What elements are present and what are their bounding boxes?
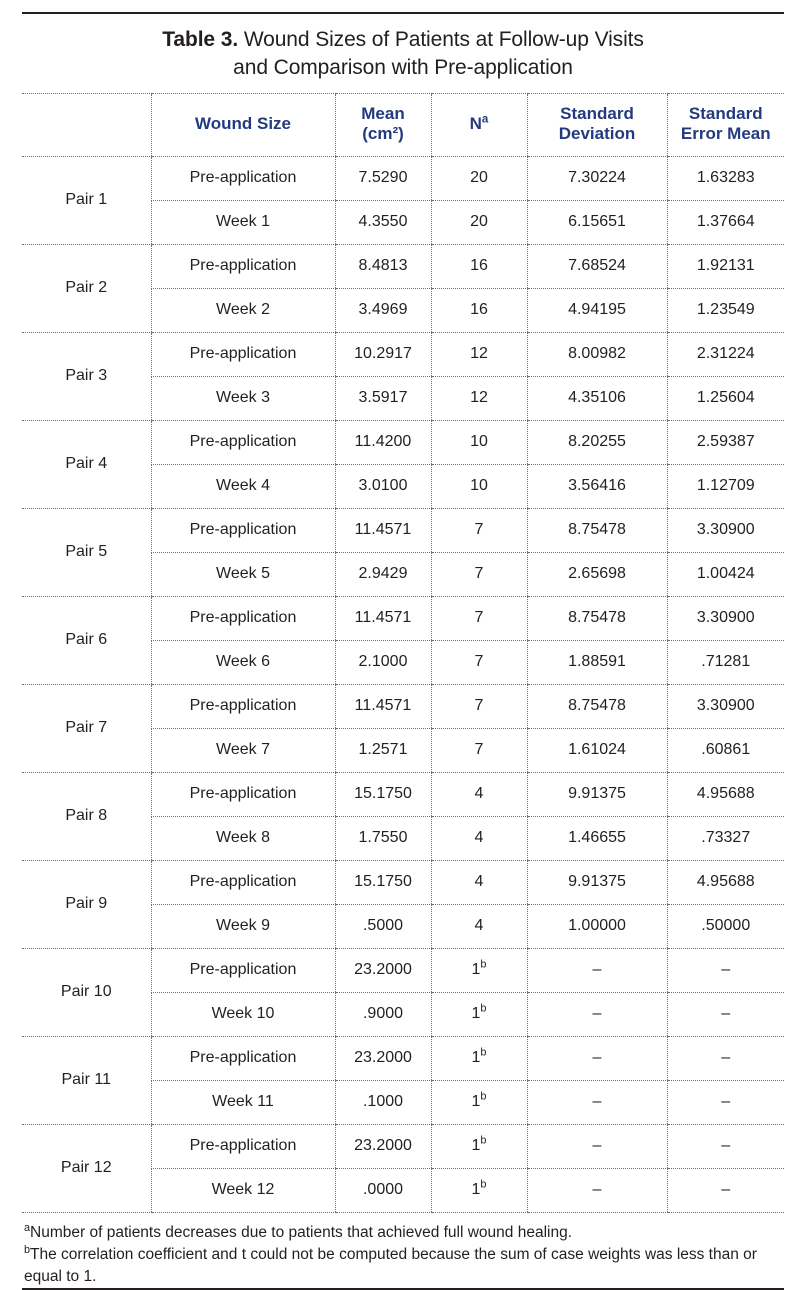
footnote-a-text: Number of patients decreases due to patients that achieved full wound healing. [30,1223,573,1241]
n-cell [431,772,527,816]
wound-size-cell: Week 1 [151,200,335,244]
wound-size-cell: Pre-application [151,596,335,640]
n-cell-value: 12 [470,345,488,363]
mean-cell: 15.1750 [335,772,431,816]
standard-error-mean-cell: .73327 [667,816,784,860]
n-cell [431,244,527,288]
mean-cell: 2.9429 [335,552,431,596]
standard-deviation-cell: 9.91375 [527,772,667,816]
standard-deviation-cell: 2.65698 [527,552,667,596]
wound-size-cell: Week 2 [151,288,335,332]
standard-error-mean-cell: – [667,992,784,1036]
table-row [22,244,784,288]
pair-label: Pair 1 [22,156,151,244]
mean-cell: 11.4200 [335,420,431,464]
wound-size-cell: Pre-application [151,156,335,200]
wound-size-cell: Week 6 [151,640,335,684]
column-header-sd-line2: Deviation [558,123,636,143]
wound-size-cell: Week 12 [151,1168,335,1212]
n-cell-value: 4 [474,873,484,891]
footnote-marker-b: b [480,1002,487,1015]
mean-cell: 23.2000 [335,1124,431,1168]
standard-error-mean-cell: – [667,1168,784,1212]
table-row [22,332,784,376]
n-cell-value: 1 [471,1005,481,1023]
table-figure [0,12,806,1285]
wound-size-cell: Week 9 [151,904,335,948]
standard-error-mean-cell: – [667,1124,784,1168]
caption-line-2: and Comparison with Pre-application [233,56,573,80]
mean-cell: .1000 [335,1080,431,1124]
pair-label: Pair 4 [22,420,151,508]
n-cell-value: 7 [474,653,484,671]
footnote-marker-b: b [480,1046,487,1059]
standard-deviation-cell: 1.61024 [527,728,667,772]
wound-size-cell: Week 8 [151,816,335,860]
table-body [22,156,784,1212]
mean-cell: 3.5917 [335,376,431,420]
wound-size-cell: Pre-application [151,508,335,552]
table-footnotes [22,1213,784,1288]
n-cell [431,464,527,508]
table-header [22,93,784,156]
standard-deviation-cell: 7.68524 [527,244,667,288]
wound-size-cell: Pre-application [151,1124,335,1168]
standard-deviation-cell: 8.20255 [527,420,667,464]
table-row [22,1124,784,1168]
n-cell [431,552,527,596]
table-row [22,948,784,992]
n-cell-value: 20 [470,169,488,187]
wound-size-cell: Pre-application [151,772,335,816]
footnote-marker-a: a [481,113,489,126]
wound-size-cell: Pre-application [151,1036,335,1080]
standard-error-mean-cell: 3.30900 [667,508,784,552]
column-header-standard-deviation [527,93,667,156]
n-cell-value: 4 [474,829,484,847]
table-row [22,772,784,816]
pair-label: Pair 7 [22,684,151,772]
standard-deviation-cell: – [527,992,667,1036]
standard-error-mean-cell: 3.30900 [667,596,784,640]
n-cell [431,376,527,420]
mean-cell: .5000 [335,904,431,948]
wound-sizes-table [22,93,784,1213]
standard-deviation-cell: 6.15651 [527,200,667,244]
column-header-n-label: N [469,113,482,133]
column-header-mean-line2: (cm²) [362,123,404,143]
n-cell [431,1168,527,1212]
n-cell [431,816,527,860]
table-row [22,1036,784,1080]
n-cell-value: 1 [471,1049,481,1067]
n-cell-value: 16 [470,301,488,319]
n-cell [431,640,527,684]
pair-label: Pair 9 [22,860,151,948]
n-cell-value: 12 [470,389,488,407]
wound-size-cell: Week 10 [151,992,335,1036]
n-cell-value: 7 [474,697,484,715]
column-header-pair [22,93,151,156]
mean-cell: 23.2000 [335,1036,431,1080]
footnote-marker-b: b [480,1134,487,1147]
column-header-mean-line1: Mean [361,103,405,123]
pair-label: Pair 10 [22,948,151,1036]
mean-cell: 11.4571 [335,508,431,552]
wound-size-cell: Week 4 [151,464,335,508]
mean-cell: 8.4813 [335,244,431,288]
n-cell-value: 10 [470,433,488,451]
standard-error-mean-cell: 1.25604 [667,376,784,420]
n-cell-value: 7 [474,521,484,539]
n-cell-value: 7 [474,741,484,759]
n-cell [431,596,527,640]
footnote-b-text: The correlation coefficient and t could not be computed because the sum of case weights was less than or equal to 1. [24,1245,757,1285]
n-cell [431,288,527,332]
standard-error-mean-cell: – [667,1080,784,1124]
standard-deviation-cell: 8.00982 [527,332,667,376]
n-cell-value: 1 [471,1093,481,1111]
n-cell-value: 1 [471,1181,481,1199]
n-cell [431,200,527,244]
wound-size-cell: Week 5 [151,552,335,596]
pair-label: Pair 12 [22,1124,151,1212]
pair-label: Pair 2 [22,244,151,332]
table-row [22,508,784,552]
n-cell [431,1036,527,1080]
n-cell-value: 10 [470,477,488,495]
standard-error-mean-cell: 1.00424 [667,552,784,596]
wound-size-cell: Week 3 [151,376,335,420]
standard-deviation-cell: 4.35106 [527,376,667,420]
mean-cell: 1.7550 [335,816,431,860]
mean-cell: 10.2917 [335,332,431,376]
wound-size-cell: Week 7 [151,728,335,772]
pair-label: Pair 6 [22,596,151,684]
mean-cell: 3.0100 [335,464,431,508]
mean-cell: 2.1000 [335,640,431,684]
mean-cell: .0000 [335,1168,431,1212]
n-cell [431,332,527,376]
n-cell [431,1080,527,1124]
bottom-rule [22,1288,784,1290]
n-cell [431,860,527,904]
footnote-b-marker: b [24,1243,31,1256]
n-cell [431,684,527,728]
standard-error-mean-cell: 1.12709 [667,464,784,508]
standard-deviation-cell: – [527,1168,667,1212]
n-cell-value: 1 [471,1137,481,1155]
standard-deviation-cell: 4.94195 [527,288,667,332]
footnote-marker-b: b [480,958,487,971]
column-header-sem-line1: Standard [688,103,763,123]
standard-deviation-cell: – [527,1036,667,1080]
n-cell [431,728,527,772]
n-cell [431,420,527,464]
wound-size-cell: Week 11 [151,1080,335,1124]
standard-error-mean-cell: 1.63283 [667,156,784,200]
standard-error-mean-cell: .71281 [667,640,784,684]
standard-deviation-cell: 8.75478 [527,684,667,728]
pair-label: Pair 5 [22,508,151,596]
standard-error-mean-cell: 2.59387 [667,420,784,464]
column-header-mean [335,93,431,156]
n-cell-value: 20 [470,213,488,231]
standard-error-mean-cell: 1.23549 [667,288,784,332]
pair-label: Pair 3 [22,332,151,420]
column-header-sem-line2: Error Mean [680,123,771,143]
footnote-b [24,1244,782,1288]
column-header-standard-error-mean [667,93,784,156]
table-caption [22,14,784,93]
n-cell [431,904,527,948]
wound-size-cell: Pre-application [151,684,335,728]
pair-label: Pair 8 [22,772,151,860]
standard-deviation-cell: 1.46655 [527,816,667,860]
footnote-marker-b: b [480,1178,487,1191]
footnote-a-marker: a [24,1221,31,1234]
wound-size-cell: Pre-application [151,332,335,376]
n-cell-value: 4 [474,917,484,935]
mean-cell: 23.2000 [335,948,431,992]
n-cell [431,1124,527,1168]
table-row [22,420,784,464]
standard-error-mean-cell: .60861 [667,728,784,772]
standard-deviation-cell: 1.88591 [527,640,667,684]
table-row [22,684,784,728]
table-row [22,156,784,200]
standard-error-mean-cell: – [667,1036,784,1080]
standard-error-mean-cell: – [667,948,784,992]
footnote-marker-b: b [480,1090,487,1103]
n-cell-value: 1 [471,961,481,979]
standard-error-mean-cell: 1.37664 [667,200,784,244]
mean-cell: 11.4571 [335,684,431,728]
mean-cell: .9000 [335,992,431,1036]
header-row [22,93,784,156]
column-header-sd-line1: Standard [560,103,634,123]
standard-deviation-cell: 9.91375 [527,860,667,904]
caption-line-1: Wound Sizes of Patients at Follow-up Visits [243,28,644,51]
mean-cell: 1.2571 [335,728,431,772]
mean-cell: 15.1750 [335,860,431,904]
mean-cell: 11.4571 [335,596,431,640]
n-cell [431,992,527,1036]
standard-error-mean-cell: 1.92131 [667,244,784,288]
wound-size-cell: Pre-application [151,420,335,464]
n-cell-value: 7 [474,565,484,583]
mean-cell: 4.3550 [335,200,431,244]
standard-error-mean-cell: 2.31224 [667,332,784,376]
standard-deviation-cell: 1.00000 [527,904,667,948]
standard-error-mean-cell: 3.30900 [667,684,784,728]
wound-size-cell: Pre-application [151,244,335,288]
column-header-wound-size: Wound Size [151,93,335,156]
n-cell [431,508,527,552]
footnote-a [24,1222,782,1244]
table-row [22,596,784,640]
standard-deviation-cell: 7.30224 [527,156,667,200]
wound-size-cell: Pre-application [151,860,335,904]
n-cell [431,948,527,992]
standard-deviation-cell: 3.56416 [527,464,667,508]
standard-deviation-cell: 8.75478 [527,596,667,640]
standard-deviation-cell: 8.75478 [527,508,667,552]
table-row [22,860,784,904]
n-cell-value: 16 [470,257,488,275]
standard-deviation-cell: – [527,948,667,992]
n-cell [431,156,527,200]
n-cell-value: 4 [474,785,484,803]
standard-error-mean-cell: .50000 [667,904,784,948]
standard-error-mean-cell: 4.95688 [667,772,784,816]
column-header-n [431,93,527,156]
wound-size-cell: Pre-application [151,948,335,992]
mean-cell: 3.4969 [335,288,431,332]
standard-deviation-cell: – [527,1124,667,1168]
mean-cell: 7.5290 [335,156,431,200]
pair-label: Pair 11 [22,1036,151,1124]
n-cell-value: 7 [474,609,484,627]
standard-error-mean-cell: 4.95688 [667,860,784,904]
standard-deviation-cell: – [527,1080,667,1124]
caption-label: Table 3. [162,28,239,51]
